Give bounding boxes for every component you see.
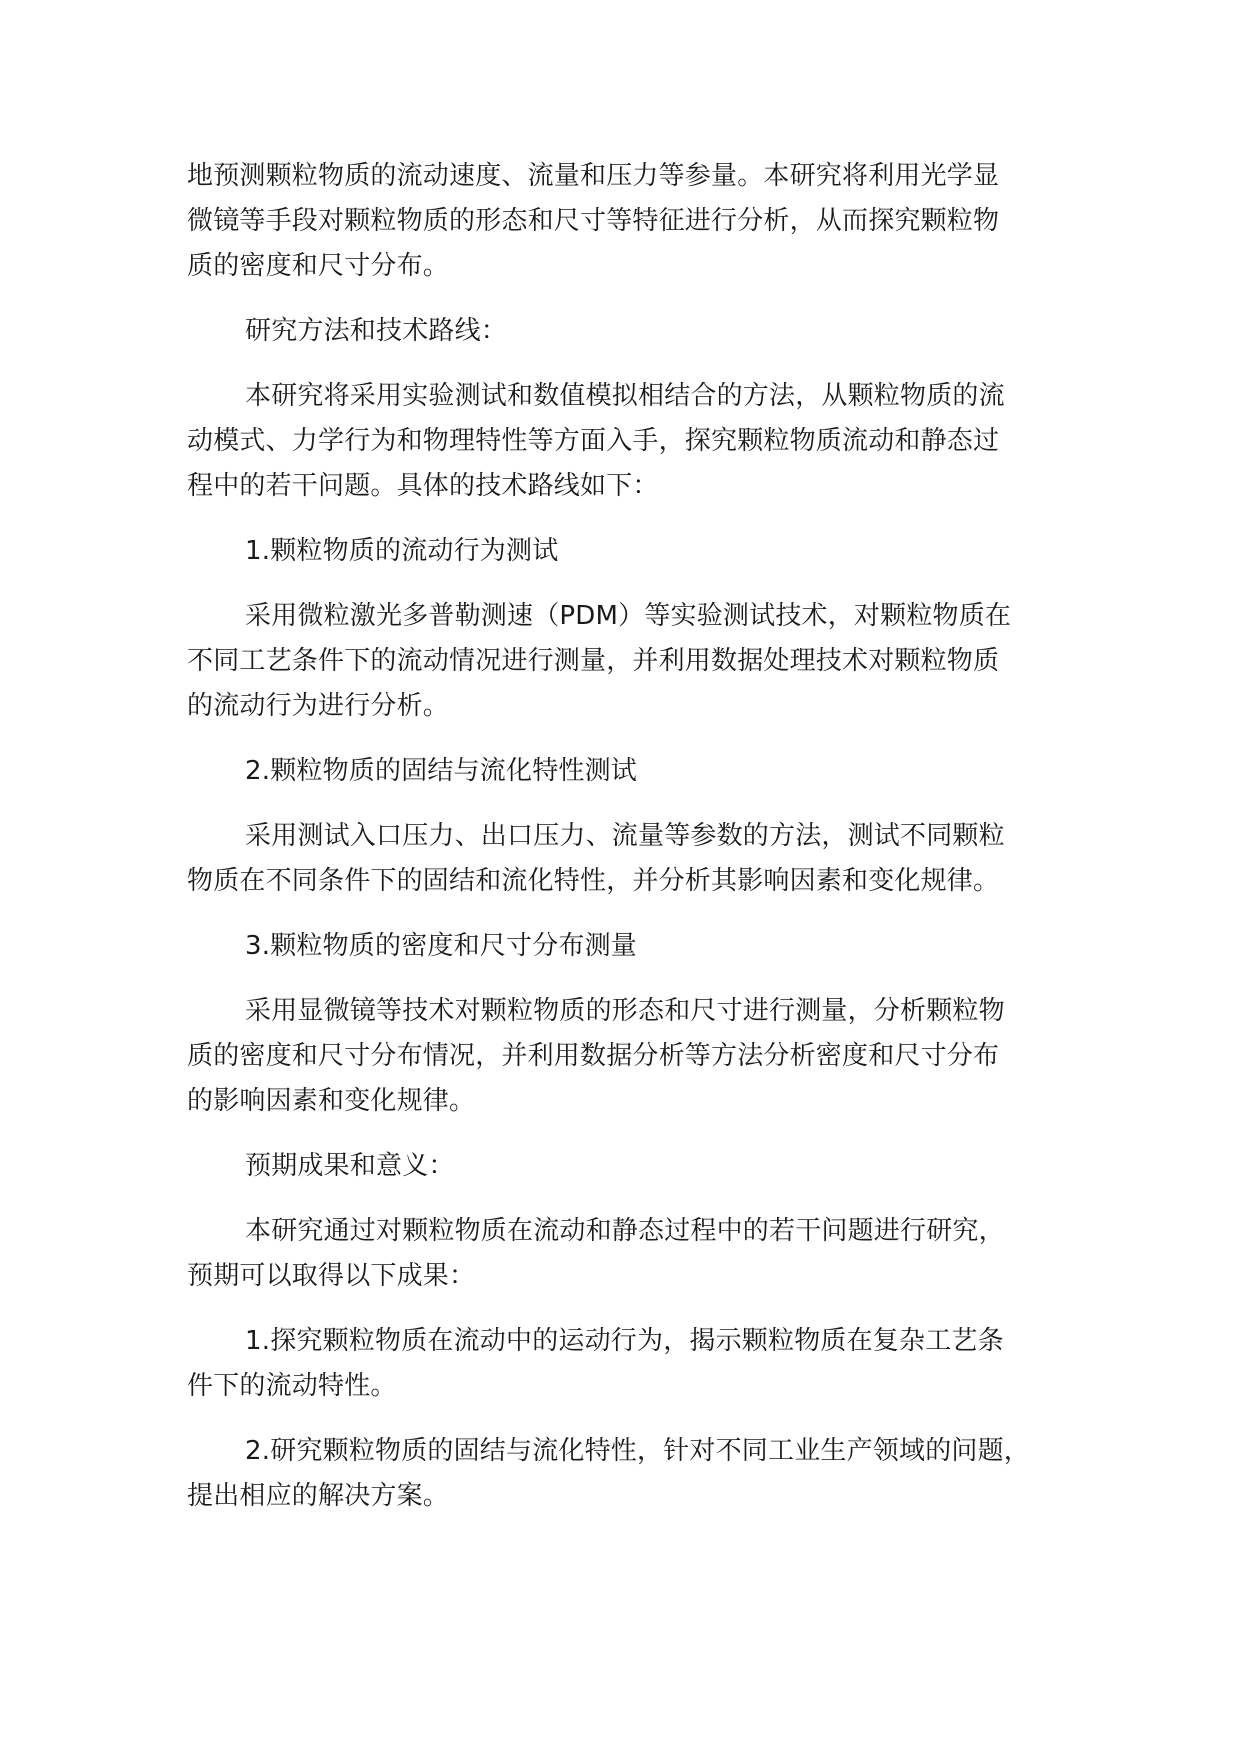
subheading-density-measurement: 3.颗粒物质的密度和尺寸分布测量 (245, 931, 638, 961)
paragraph-outcomes-intro: 本研究通过对颗粒物质在流动和静态过程中的若干问题进行研究， 预期可以取得以下成果： (187, 1216, 1005, 1291)
section-heading-outcomes: 预期成果和意义： (245, 1151, 455, 1181)
document-body (187, 154, 1067, 1539)
paragraph-density-measurement: 采用显微镜等技术对颗粒物质的形态和尺寸进行测量，分析颗粒物 质的密度和尺寸分布情况，并利用数据分析等方法分析密度和尺寸分布 的影响因素和变化规律。 (187, 996, 1005, 1116)
subheading-flow-test: 1.颗粒物质的流动行为测试 (245, 536, 559, 566)
section-heading-methods: 研究方法和技术路线： (245, 316, 508, 346)
paragraph-consolidation-test: 采用测试入口压力、出口压力、流量等参数的方法，测试不同颗粒 物质在不同条件下的固结和流化特性，并分析其影响因素和变化规律。 (187, 821, 1005, 896)
paragraph-flow-test: 采用微粒激光多普勒测速（PDM）等实验测试技术，对颗粒物质在 不同工艺条件下的流动情况进行测量，并利用数据处理技术对颗粒物质 的流动行为进行分析。 (187, 601, 1012, 721)
list-item-outcome-2: 2.研究颗粒物质的固结与流化特性，针对不同工业生产领域的问题， 提出相应的解决方案。 (187, 1436, 1031, 1511)
list-item-outcome-1: 1.探究颗粒物质在流动中的运动行为，揭示颗粒物质在复杂工艺条 件下的流动特性。 (187, 1326, 1004, 1401)
paragraph-continuation: 地预测颗粒物质的流动速度、流量和压力等参量。本研究将利用光学显 微镜等手段对颗粒物质的形态和尺寸等特征进行分析，从而探究颗粒物 质的密度和尺寸分布。 (187, 161, 1000, 281)
paragraph-methods-intro: 本研究将采用实验测试和数值模拟相结合的方法，从颗粒物质的流 动模式、力学行为和物理特性等方面入手，探究颗粒物质流动和静态过 程中的若干问题。具体的技术路线如下： (187, 381, 1005, 501)
subheading-consolidation-test: 2.颗粒物质的固结与流化特性测试 (245, 756, 638, 786)
